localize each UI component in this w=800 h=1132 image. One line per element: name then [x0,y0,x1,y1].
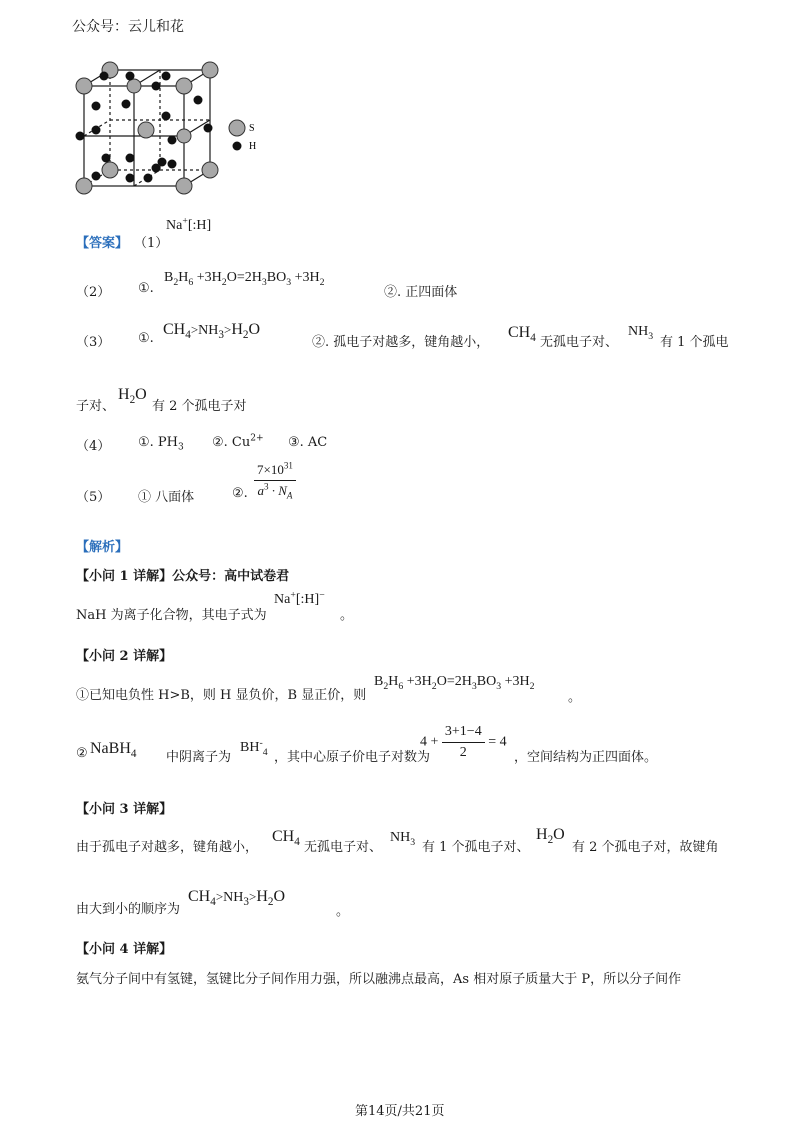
answer-q3-m1: ①. [138,331,154,346]
answer-q3-m2: ②. 孤电子对越多，键角越小， [312,335,490,350]
analysis-p1-text: NaH 为离子化合物，其电子式为 [76,608,267,623]
q2-reaction-equation: $B_2H_6 +3H_2O=2H_3BO_3 +3H_2$ [164,270,325,288]
q3-nh3: $NH_3$ [628,324,654,342]
answer-q5-m1: ① 八面体 [138,490,195,505]
analysis-label: 【解析】 [76,540,129,555]
analysis-p3-line1-a: 由于孤电子对越多，键角越小， [76,840,259,855]
answer-q4-m3: ③. AC [288,435,328,450]
analysis-p4-head: 【小问 4 详解】 [76,942,173,957]
analysis-p1-end: 。 [340,608,354,623]
analysis-p3-line1-b: 无孤电子对、 [304,840,383,855]
answer-q3-t4: 有 2 个孤电子对 [152,399,247,414]
analysis-p3-line1-c: 有 1 个孤电子对、 [422,840,530,855]
p3-h2o: $H_2O$ [536,826,565,847]
p3-order-formula: $CH_4>NH_3>H_2O$ [188,888,286,909]
analysis-p3-head: 【小问 3 详解】 [76,802,173,817]
analysis-p2-line1-end: 。 [568,690,582,705]
legend-sulfur-label: S [249,123,255,134]
p3-ch4: $CH_4$ [272,828,300,849]
answer-q3-t1: 无孤电子对、 [540,335,619,350]
analysis-p2-head: 【小问 2 详解】 [76,649,173,664]
p2-reaction-equation: $B_2H_6 +3H_2O=2H_3BO_3 +3H_2$ [374,674,535,692]
analysis-p3-line1-d: 有 2 个孤电子对，故键角 [572,840,719,855]
analysis-p4-line1: 氨气分子间中有氢键，氢键比分子间作用力强，所以融沸点最高，As 相对原子质量大于 P，所以分子间作 [76,972,682,987]
legend-hydrogen-label: H [249,141,257,152]
answer-q3-t3: 子对、 [76,399,116,414]
page-number: 第14页/共21页 [355,1104,445,1119]
answer-q4-num: （4） [76,439,111,454]
header-watermark: 公众号：云儿和花 [72,19,184,35]
q1-electron-formula: Na+[:H] [166,215,212,233]
answer-q2-num: （2） [76,285,111,300]
p1-electron-formula: Na+[:H]− [274,589,325,607]
answer-q4-m1: ①. $PH_3$ [138,435,184,453]
q3-h2o: $H_2O$ [118,386,147,407]
answer-q5-num: （5） [76,490,111,505]
legend-sulfur-icon [229,120,245,136]
answer-q2-m1: ①. [138,281,154,296]
p3-nh3: $NH_3$ [390,830,416,848]
q5-density-fraction: $\frac{7\times 10^{31}}{a^3 \cdot N_A}$ [254,462,296,499]
analysis-p3-line2: 由大到小的顺序为 [76,902,181,917]
p2-nabh4: NaBH$_4$ [90,740,137,761]
answer-q2-m2: ②. 正四面体 [384,285,458,300]
answer-q5-m2: ②. [232,486,248,501]
analysis-p2-line2-b: 中阴离子为 [166,750,232,765]
answer-label: 【答案】 [76,236,129,251]
answer-q4-m2: ②. $Cu^{2+}$ [212,433,264,450]
p2-pair-fraction: 4 + $\frac{3+1-4}{2}$ = 4 [420,724,507,760]
q3-order-formula: $CH_4>NH_3>H_2O$ [163,321,261,342]
analysis-p2-line2-a: ② [76,746,88,761]
answer-q3-num: （3） [76,335,111,350]
analysis-p2-line2-d: ，空间结构为正四面体。 [514,750,658,765]
analysis-p3-line2-end: 。 [336,904,350,919]
answer-q3-t2: 有 1 个孤电 [660,335,729,350]
analysis-p2-line2-c: ，其中心原子价电子对数为 [274,750,431,765]
q3-ch4: $CH_4$ [508,324,536,345]
legend-hydrogen-icon [233,142,242,151]
p2-bh4: $BH^-_4$ [240,737,268,758]
answer-q1-num: （1） [134,236,169,251]
analysis-p2-line1: ①已知电负性 H>B，则 H 显负价，B 显正价，则 [76,688,367,703]
analysis-p1-head: 【小问 1 详解】公众号：高中试卷君 [76,569,290,584]
crystal-structure-figure [66,58,278,206]
